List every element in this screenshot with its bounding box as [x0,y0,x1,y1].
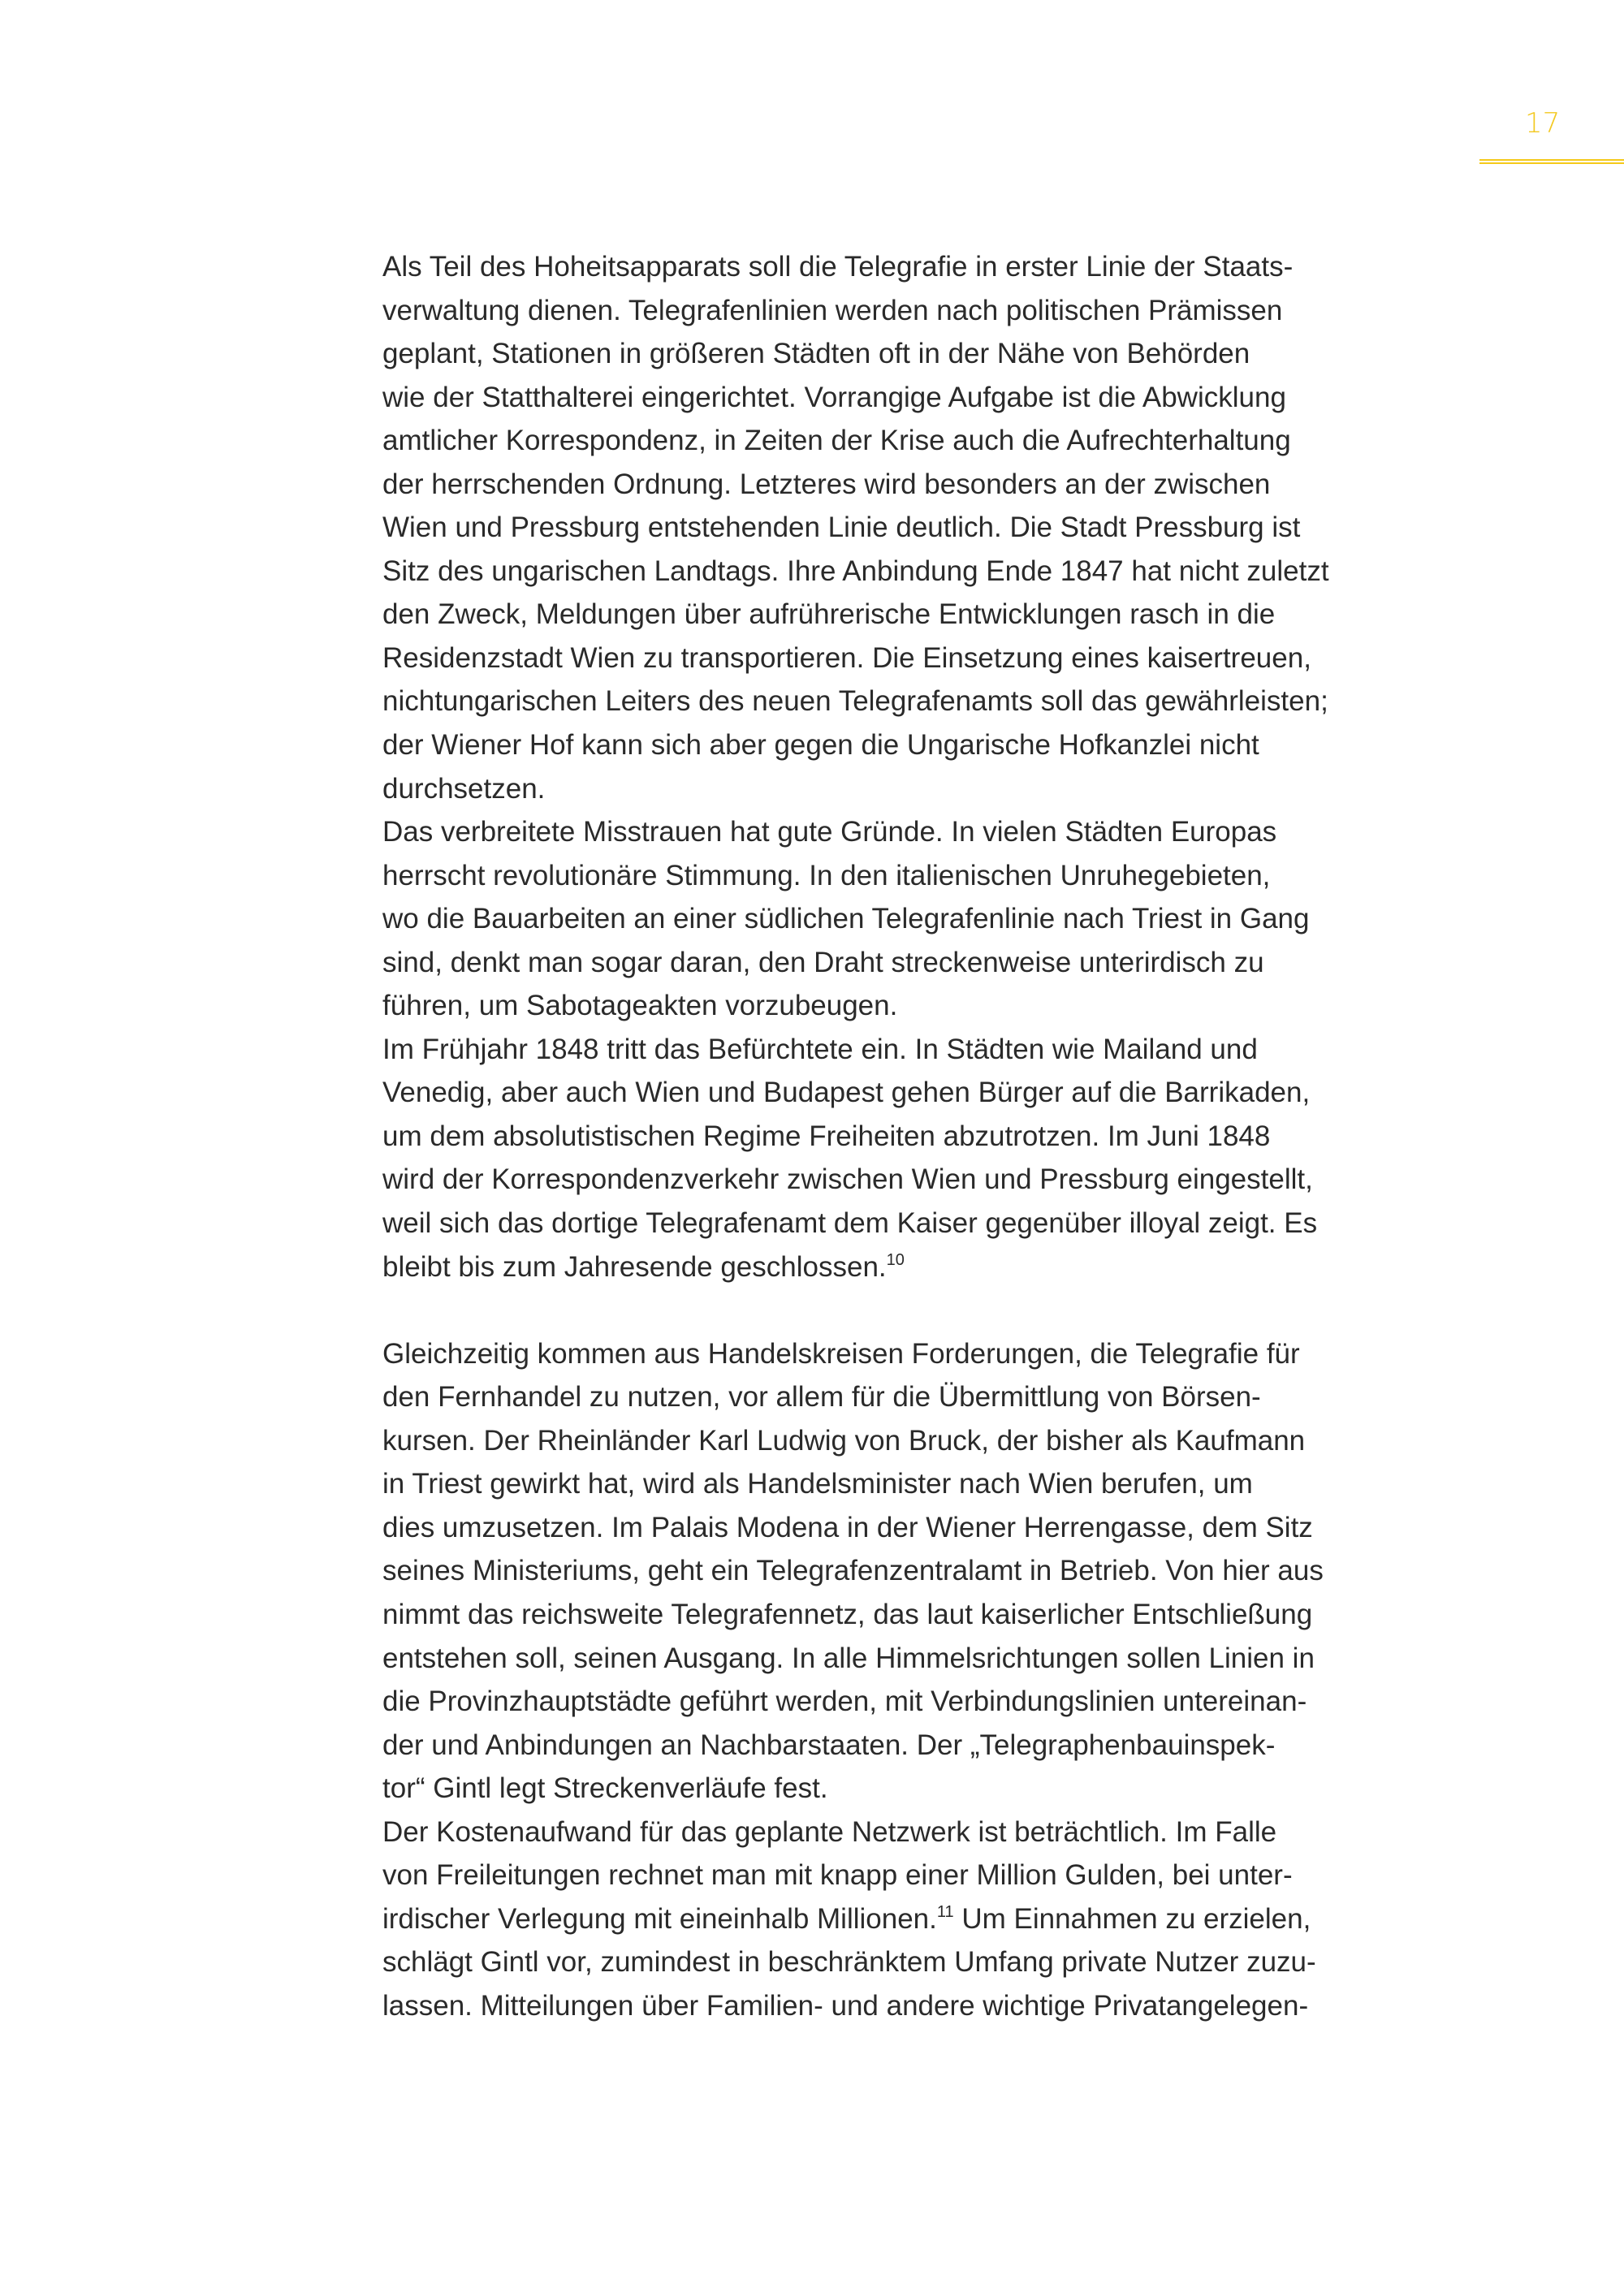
text-line: der herrschenden Ordnung. Letzteres wird besonders an der zwischen [382,468,1271,500]
text-line: lassen. Mitteilungen über Familien- und andere wichtige Privatangelegen- [382,1989,1309,2022]
text-line: von Freileitungen rechnet man mit knapp einer Million Gulden, bei unter- [382,1859,1293,1892]
text-line: entstehen soll, seinen Ausgang. In alle Himmelsrichtungen sollen Linien in [382,1642,1315,1674]
text-span: Um Einnahmen zu erzielen, [953,1902,1311,1935]
page-number: 17 [1525,107,1561,140]
text-span: bleibt bis zum Jahresende geschlossen. [382,1250,887,1283]
text-line: der Wiener Hof kann sich aber gegen die Ungarische Hofkanzlei nicht [382,729,1259,762]
text-line: wird der Korrespondenzverkehr zwischen Wien und Pressburg eingestellt, [382,1163,1313,1196]
text-span: irdischer Verlegung mit eineinhalb Millionen. [382,1902,937,1935]
footnote-ref[interactable]: 10 [886,1250,905,1269]
footnote-ref[interactable]: 11 [936,1902,954,1921]
text-line: Als Teil des Hoheitsapparats soll die Telegrafie in erster Linie der Staats- [382,251,1294,283]
text-line: geplant, Stationen in größeren Städten oft in der Nähe von Behörden [382,338,1250,370]
text-line: Sitz des ungarischen Landtags. Ihre Anbindung Ende 1847 hat nicht zuletzt [382,555,1329,587]
paragraph-gap [382,1288,1329,1332]
text-line: dies umzusetzen. Im Palais Modena in der Wiener Herrengasse, dem Sitz [382,1511,1313,1543]
text-line: seines Ministeriums, geht ein Telegrafenzentralamt in Betrieb. Von hier aus [382,1555,1324,1587]
text-line: tor“ Gintl legt Streckenverläufe fest. [382,1772,828,1805]
text-line: wo die Bauarbeiten an einer südlichen Telegrafenlinie nach Triest in Gang [382,903,1310,935]
text-line: in Triest gewirkt hat, wird als Handelsminister nach Wien berufen, um [382,1468,1253,1500]
text-line: schlägt Gintl vor, zumindest in beschränktem Umfang private Nutzer zuzu- [382,1946,1316,1979]
header-rule [1479,159,1624,164]
text-line [382,1897,1329,1941]
text-line: Im Frühjahr 1848 tritt das Befürchtete ein. In Städten wie Mailand und [382,1033,1258,1065]
text-line: Venedig, aber auch Wien und Budapest gehen Bürger auf die Barrikaden, [382,1077,1311,1109]
text-line: nichtungarischen Leiters des neuen Telegrafenamts soll das gewährleisten; [382,685,1328,718]
text-line: weil sich das dortige Telegrafenamt dem Kaiser gegenüber illoyal zeigt. Es [382,1207,1318,1240]
body-text [382,245,1329,2027]
text-line: Wien und Pressburg entstehenden Linie deutlich. Die Stadt Pressburg ist [382,511,1301,544]
text-line [382,1245,1329,1289]
text-line: den Fernhandel zu nutzen, vor allem für die Übermittlung von Börsen- [382,1381,1261,1414]
text-line: Residenzstadt Wien zu transportieren. Die Einsetzung eines kaisertreuen, [382,641,1311,674]
text-line: sind, denkt man sogar daran, den Draht streckenweise unterirdisch zu [382,946,1264,978]
text-line: herrscht revolutionäre Stimmung. In den italienischen Unruhegebieten, [382,859,1271,891]
text-line: kursen. Der Rheinländer Karl Ludwig von Bruck, der bisher als Kaufmann [382,1424,1306,1457]
text-line: durchsetzen. [382,772,546,805]
text-line: die Provinzhauptstädte geführt werden, mit Verbindungslinien untereinan- [382,1686,1307,1718]
text-line: den Zweck, Meldungen über aufrührerische Entwicklungen rasch in die [382,598,1276,631]
text-line: Der Kostenaufwand für das geplante Netzwerk ist beträchtlich. Im Falle [382,1815,1277,1848]
text-line: amtlicher Korrespondenz, in Zeiten der Krise auch die Aufrechterhaltung [382,425,1291,457]
text-line: führen, um Sabotageakten vorzubeugen. [382,990,898,1022]
text-line: wie der Statthalterei eingerichtet. Vorrangige Aufgabe ist die Abwicklung [382,381,1286,413]
text-line: nimmt das reichsweite Telegrafennetz, das laut kaiserlicher Entschließung [382,1598,1313,1630]
text-line: um dem absolutistischen Regime Freiheiten abzutrotzen. Im Juni 1848 [382,1120,1271,1152]
text-line: verwaltung dienen. Telegrafenlinien werden nach politischen Prämissen [382,294,1283,326]
text-line: der und Anbindungen an Nachbarstaaten. Der „Telegraphenbauinspek- [382,1729,1276,1761]
text-line: Das verbreitete Misstrauen hat gute Gründe. In vielen Städten Europas [382,816,1277,848]
text-line: Gleichzeitig kommen aus Handelskreisen Forderungen, die Telegrafie für [382,1337,1300,1370]
